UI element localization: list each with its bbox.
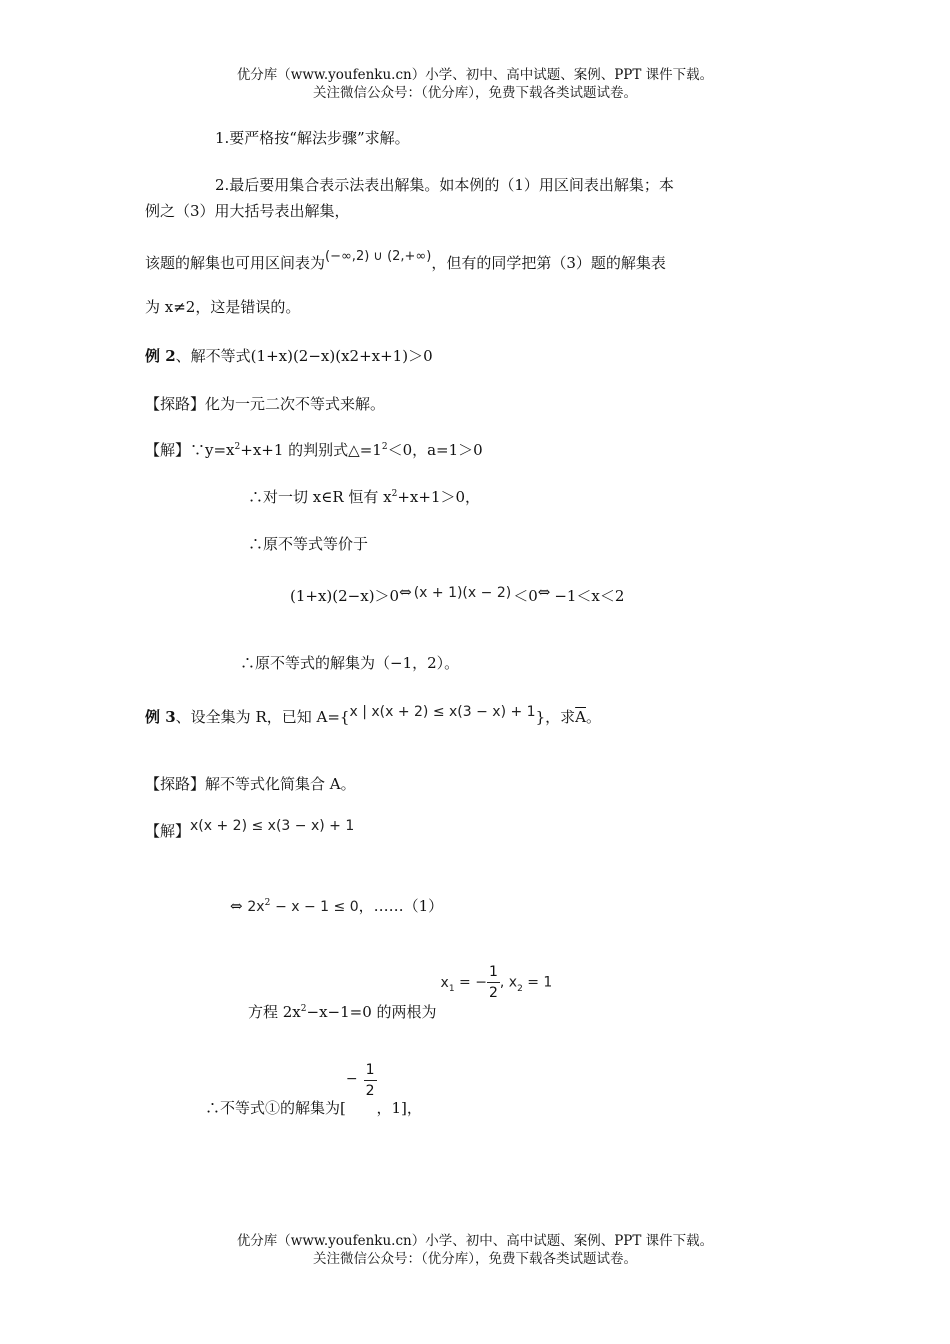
example-3-text-b: }，求 xyxy=(535,708,576,726)
roots-part-b: −x−1=0 的两根为 xyxy=(306,1002,437,1021)
solution-label: 【解】 xyxy=(145,441,191,459)
example-2-probe xyxy=(145,393,385,414)
equiv-formula: (x + 1)(x − 2) xyxy=(413,585,512,601)
example-3-solution xyxy=(145,820,354,841)
root-eq-1: = − xyxy=(454,974,487,991)
fraction-denominator: 2 xyxy=(488,985,498,1001)
example-2-conclusion: ∴原不等式的解集为（−1，2）。 xyxy=(240,654,460,672)
root-x2: , x xyxy=(499,974,518,991)
probe-text: 化为一元二次不等式来解。 xyxy=(205,395,386,413)
sol-l1-sup-2: 2 xyxy=(381,442,388,452)
probe-label: 【探路】 xyxy=(145,395,206,413)
solution-label: 【解】 xyxy=(145,822,191,840)
probe-text: 解不等式化简集合 A。 xyxy=(205,775,356,793)
eq-part-b: ＜0 xyxy=(513,587,538,605)
sol-l1-part-a: ∵y=x xyxy=(190,441,235,459)
note-3a xyxy=(145,249,666,273)
header-line-2: 关注微信公众号：（优分库），免费下载各类试题试卷。 xyxy=(313,85,637,101)
solution-formula: x(x + 2) ≤ x(3 − x) + 1 xyxy=(190,818,355,834)
example-3-text-c: 。 xyxy=(585,708,601,726)
root-sub-2: 2 xyxy=(517,983,523,994)
root-x1: x xyxy=(440,974,449,991)
example-2-equivalence xyxy=(290,585,624,606)
fraction-denominator: 2 xyxy=(365,1083,375,1099)
note-2b: 例之（3）用大括号表出解集， xyxy=(145,202,350,220)
final-part-b: ，1]， xyxy=(376,1098,422,1117)
footer-line-2: 关注微信公众号：（优分库），免费下载各类试题试卷。 xyxy=(313,1251,637,1267)
note-3a-pre: 该题的解集也可用区间表为 xyxy=(145,254,326,272)
fraction-numerator: 1 xyxy=(364,1060,377,1081)
note-1: 1.要严格按“解法步骤”求解。 xyxy=(215,129,410,147)
example-2-label: 例 2 xyxy=(145,347,176,365)
final-neg-sign: − xyxy=(345,1070,358,1087)
sol-l2-part-a: ∴对一切 x∈R 恒有 x xyxy=(248,488,392,506)
example-3-title xyxy=(145,706,601,727)
sol-l1-sup-1: 2 xyxy=(234,442,241,452)
example-3-probe xyxy=(145,773,356,794)
set-formula: x | x(x + 2) ≤ x(3 − x) + 1 xyxy=(349,704,536,720)
roots-part-a: 方程 2x xyxy=(248,1002,301,1021)
root-eq-2: = 1 xyxy=(522,974,553,991)
example-2-title xyxy=(145,345,433,366)
eq-part-c: −1＜x＜2 xyxy=(554,587,625,605)
root-sub-1: 1 xyxy=(448,983,455,994)
step1-part-a: 2x xyxy=(247,899,265,915)
equiv-symbol-2: ⇔ xyxy=(537,583,551,601)
sol-l1-part-c: ＜0，a=1＞0 xyxy=(387,441,483,459)
probe-label: 【探路】 xyxy=(145,775,206,793)
complement-a: $\overline{A}$ xyxy=(575,708,586,726)
note-3b: 为 x≠2，这是错误的。 xyxy=(145,298,301,316)
equiv-symbol: ⇔ xyxy=(230,897,243,915)
footer-line-1: 优分库（www.youfenku.cn）小学、初中、高中试题、案例、PPT 课件下载。 xyxy=(236,1233,714,1249)
note-3a-post: ，但有的同学把第（3）题的解集表 xyxy=(431,254,666,272)
example-3-final xyxy=(205,1060,422,1117)
step1-part-b: ，……（1） xyxy=(358,897,444,915)
interval-formula: (−∞,2) ∪ (2,+∞) xyxy=(325,249,432,264)
eq-part-a: (1+x)(2−x)＞0 xyxy=(290,587,400,605)
final-fraction xyxy=(364,1060,377,1101)
sol-l2-part-b: +x+1＞0， xyxy=(397,488,481,506)
step1-sup: 2 xyxy=(264,898,271,908)
example-2-text: 、解不等式(1+x)(2−x)(x2+x+1)＞0 xyxy=(175,347,433,365)
example-2-solution-line-3: ∴原不等式等价于 xyxy=(248,535,369,553)
example-3-step-1 xyxy=(230,895,443,916)
final-part-a: ∴不等式①的解集为[ xyxy=(205,1098,346,1117)
example-2-solution-line-2 xyxy=(248,486,480,507)
equiv-symbol-1: ⇔ xyxy=(399,583,412,601)
example-2-solution-line-1 xyxy=(145,439,483,460)
header-line-1: 优分库（www.youfenku.cn）小学、初中、高中试题、案例、PPT 课件下载。 xyxy=(236,67,714,83)
example-3-text-a: 、设全集为 R，已知 A={ xyxy=(175,708,350,726)
sol-l1-part-b: +x+1 的判别式△=1 xyxy=(240,441,382,459)
example-3-roots xyxy=(248,962,553,1021)
root-fraction xyxy=(487,962,500,1003)
note-2a: 2.最后要用集合表示法表出解集。如本例的（1）用区间表出解集；本 xyxy=(215,176,674,194)
sol-l2-sup: 2 xyxy=(391,489,398,499)
step1-formula: − x − 1 ≤ 0 xyxy=(275,899,359,915)
roots-sup: 2 xyxy=(300,1003,307,1014)
fraction-numerator: 1 xyxy=(487,962,500,983)
example-3-label: 例 3 xyxy=(145,708,176,726)
